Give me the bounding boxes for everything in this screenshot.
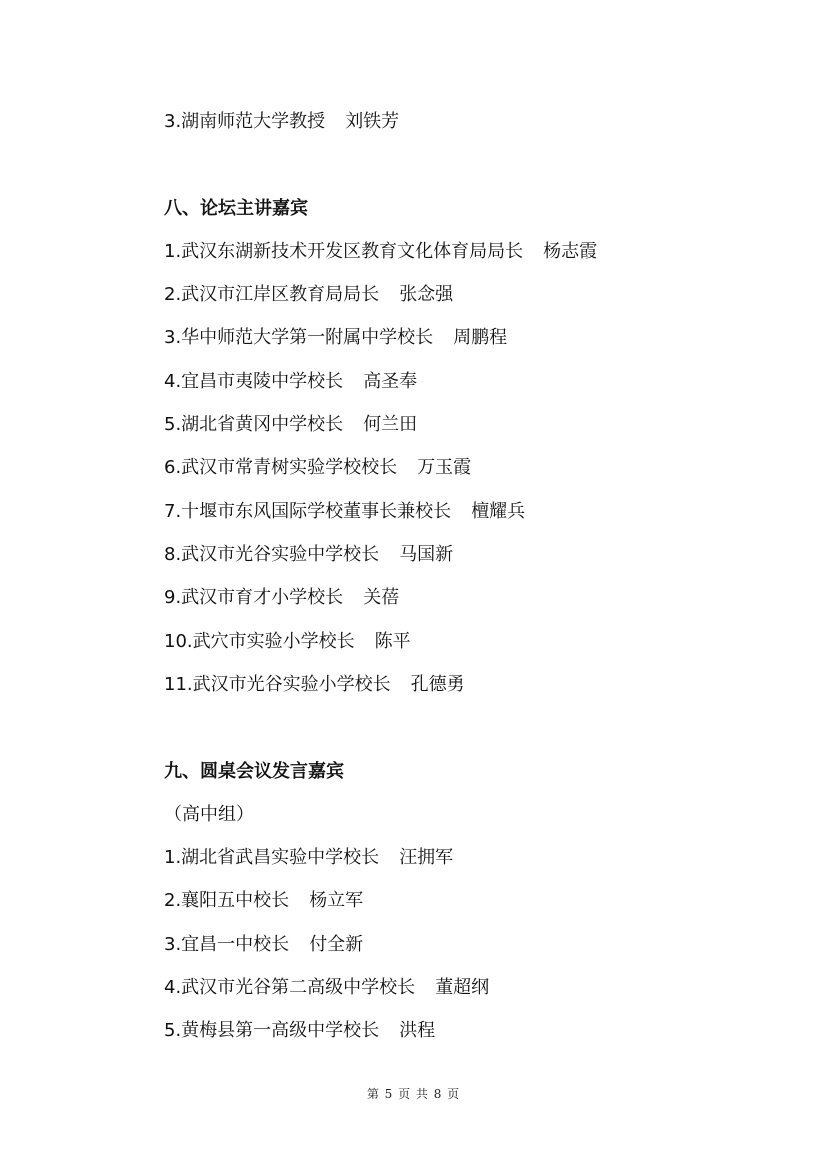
- speaker-title: 4.宜昌市夷陵中学校长: [164, 371, 344, 392]
- speaker-name: 刘铁芳: [345, 111, 400, 132]
- speaker-title: 3.湖南师范大学教授: [164, 111, 326, 132]
- speaker-title: 7.十堰市东风国际学校董事长兼校长: [164, 501, 452, 522]
- list-item: [164, 846, 453, 870]
- list-item: [164, 976, 489, 1000]
- list-item: [164, 933, 363, 957]
- section-subheading: （高中组）: [164, 804, 254, 825]
- speaker-name: 付全新: [309, 934, 364, 955]
- speaker-name: 孔德勇: [410, 674, 465, 695]
- speaker-title: 11.武汉市光谷实验小学校长: [164, 674, 391, 695]
- list-item: [164, 283, 453, 307]
- speaker-title: 4.武汉市光谷第二高级中学校长: [164, 977, 416, 998]
- speaker-title: 5.湖北省黄冈中学校长: [164, 414, 344, 435]
- page-number-footer: 第 5 页 共 8 页: [366, 1087, 461, 1101]
- speaker-title: 2.襄阳五中校长: [164, 890, 290, 911]
- section-heading-forum-speakers: 八、论坛主讲嘉宾: [164, 198, 308, 219]
- list-item: [164, 630, 411, 654]
- list-item: [164, 889, 363, 913]
- section-heading-roundtable: 九、圆桌会议发言嘉宾: [164, 761, 344, 782]
- speaker-title: 9.武汉市育才小学校长: [164, 587, 344, 608]
- speaker-name: 万玉霞: [417, 457, 472, 478]
- speaker-title: 3.宜昌一中校长: [164, 934, 290, 955]
- speaker-name: 杨志霞: [543, 241, 598, 262]
- speaker-name: 董超纲: [435, 977, 490, 998]
- speaker-title: 6.武汉市常青树实验学校校长: [164, 457, 398, 478]
- speaker-title: 5.黄梅县第一高级中学校长: [164, 1020, 380, 1041]
- speaker-title: 1.湖北省武昌实验中学校长: [164, 847, 380, 868]
- speaker-title: 10.武穴市实验小学校长: [164, 631, 355, 652]
- list-item: [164, 500, 525, 524]
- speaker-name: 高圣奉: [363, 371, 418, 392]
- list-item: [164, 586, 399, 610]
- speaker-name: 马国新: [399, 544, 454, 565]
- speaker-title: 1.武汉东湖新技术开发区教育文化体育局局长: [164, 241, 524, 262]
- list-item: [164, 110, 399, 134]
- list-item: [164, 240, 597, 264]
- list-item: [164, 413, 417, 437]
- list-item: [164, 370, 417, 394]
- list-item: [164, 673, 465, 697]
- speaker-name: 关蓓: [363, 587, 400, 608]
- speaker-name: 张念强: [399, 284, 454, 305]
- speaker-name: 檀耀兵: [471, 501, 526, 522]
- speaker-title: 3.华中师范大学第一附属中学校长: [164, 327, 434, 348]
- speaker-name: 周鹏程: [453, 327, 508, 348]
- list-item: [164, 326, 507, 350]
- speaker-name: 何兰田: [363, 414, 418, 435]
- speaker-name: 陈平: [374, 631, 411, 652]
- speaker-name: 杨立军: [309, 890, 364, 911]
- speaker-title: 2.武汉市江岸区教育局局长: [164, 284, 380, 305]
- list-item: [164, 543, 453, 567]
- list-item: [164, 456, 471, 480]
- speaker-name: 汪拥军: [399, 847, 454, 868]
- list-item: [164, 1019, 435, 1043]
- speaker-title: 8.武汉市光谷实验中学校长: [164, 544, 380, 565]
- speaker-name: 洪程: [399, 1020, 436, 1041]
